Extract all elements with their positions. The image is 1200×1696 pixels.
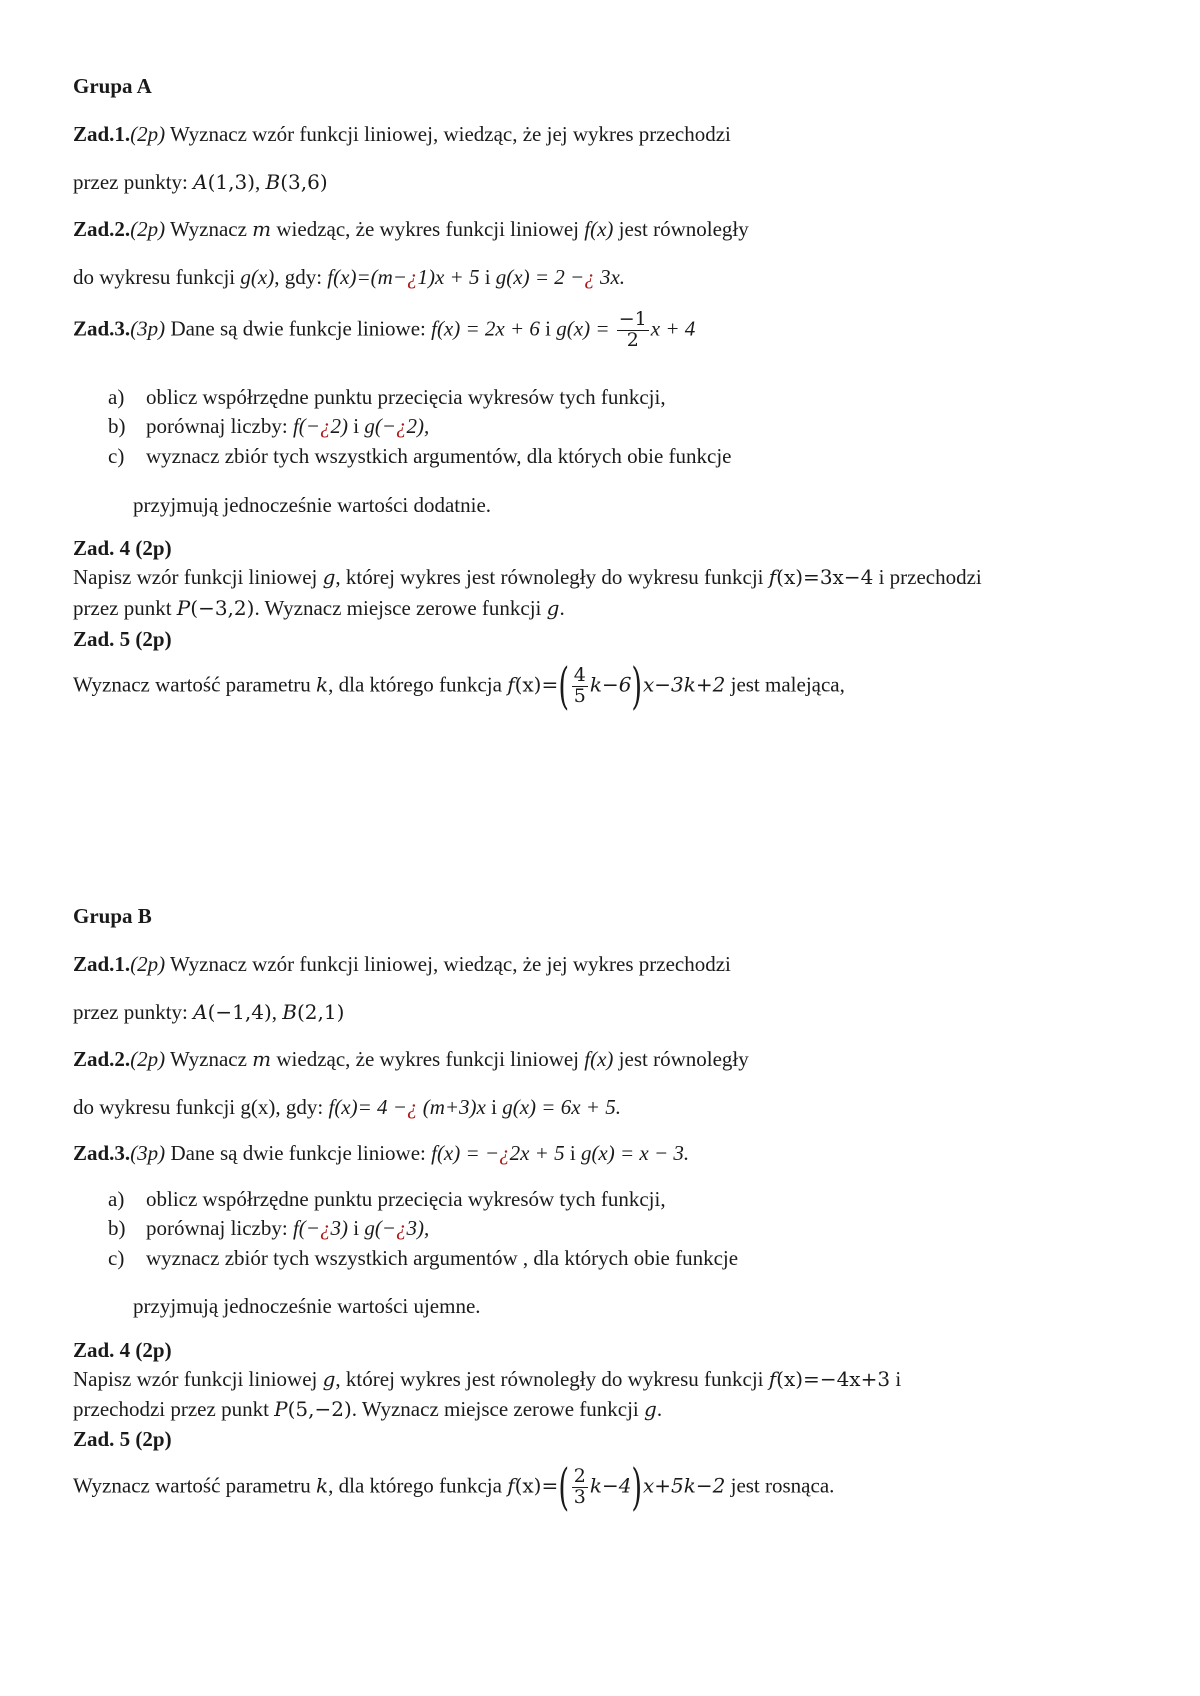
a-task3-item-c-cont: przyjmują jednocześnie wartości dodatnie. <box>133 493 492 517</box>
task-head: Zad.2. <box>73 1047 131 1071</box>
math-expr: 3) <box>330 1216 348 1240</box>
inverted-question-glyph: ¿ <box>319 1216 331 1240</box>
task-text: . <box>559 596 565 620</box>
fraction <box>572 1467 588 1508</box>
math-expr: (5,−2) <box>287 1397 352 1421</box>
math-expr: x−3k+2 <box>642 672 726 697</box>
list-text: wyznacz zbiór tych wszystkich argumentów, dla których obie funkcje <box>146 444 732 468</box>
a-task2-line1 <box>73 217 749 241</box>
math-expr: x+5k−2 <box>642 1473 726 1498</box>
math-var: f <box>507 1473 515 1498</box>
math-var: k <box>316 1473 329 1498</box>
inverted-question-glyph: ¿ <box>395 414 407 438</box>
task-text: wiedząc, że wykres funkcji liniowej <box>271 1047 585 1071</box>
math-var: P <box>176 596 191 620</box>
left-paren: ( <box>558 1458 570 1516</box>
list-text: i <box>347 1216 365 1240</box>
task-text: Napisz wzór funkcji liniowej <box>73 1367 323 1391</box>
b-task4-head: Zad. 4 (2p) <box>73 1338 172 1362</box>
task-head: Zad.3. <box>73 1141 131 1165</box>
task-text: Wyznacz wartość parametru <box>73 672 317 697</box>
math-expr: x + 4 <box>650 316 696 341</box>
math-expr: (x)=3x−4 <box>776 565 874 589</box>
math-expr: (m+3)x <box>417 1095 486 1119</box>
list-marker: c) <box>108 1246 125 1270</box>
math-expr: 3x. <box>594 265 626 289</box>
list-marker: b) <box>108 414 126 438</box>
inverted-question-glyph: ¿ <box>395 1216 407 1240</box>
b-task3-item-b <box>108 1216 429 1240</box>
b-task4-line2 <box>73 1397 662 1421</box>
task-text: i <box>539 316 557 341</box>
math-var: A <box>193 1000 208 1024</box>
task-text: przechodzi przez punkt <box>73 1397 275 1421</box>
task-text: . Wyznacz miejsce zerowe funkcji <box>351 1397 645 1421</box>
math-var: B <box>282 1000 297 1024</box>
math-expr: f(x) = − <box>431 1141 500 1165</box>
task-text: do wykresu funkcji <box>73 1095 241 1119</box>
task-head: Zad.1. <box>73 952 131 976</box>
task-text: do wykresu funkcji <box>73 265 241 289</box>
fraction-denominator: 3 <box>573 1486 586 1508</box>
list-marker: c) <box>108 444 125 468</box>
fraction-denominator: 5 <box>573 685 586 707</box>
task-text: , dla którego funkcja <box>328 672 508 697</box>
inverted-question-glyph: ¿ <box>406 265 418 289</box>
math-expr: f(x)= 4 − <box>328 1095 407 1119</box>
math-var: A <box>193 170 208 194</box>
math-expr: f(x) <box>584 217 614 241</box>
a-task4-line2 <box>73 596 565 620</box>
math-expr: f(x)=(m− <box>327 265 407 289</box>
task-points: (2p) <box>130 952 166 976</box>
task-text: , której wykres jest równoległy do wykresu funkcji <box>335 565 769 589</box>
math-expr: 2) <box>330 414 348 438</box>
list-text: oblicz współrzędne punktu przecięcia wykresów tych funkcji, <box>146 1187 666 1211</box>
task-text: Wyznacz <box>165 217 253 241</box>
math-var: f <box>507 672 515 697</box>
task-text: Wyznacz wartość parametru <box>73 1473 317 1498</box>
task-text: , gdy: <box>275 1095 329 1119</box>
task-text: jest rosnąca. <box>725 1473 835 1498</box>
math-expr: (x)= <box>514 1473 559 1498</box>
a-task5-head: Zad. 5 (2p) <box>73 627 172 651</box>
math-var: g <box>546 596 560 620</box>
math-expr: f(x) <box>584 1047 614 1071</box>
inverted-question-glyph: ¿ <box>584 265 595 289</box>
a-task1-line2 <box>73 170 328 194</box>
task-text: przez punkty: <box>73 170 194 194</box>
a-task3-item-c <box>108 444 731 468</box>
task-text: Wyznacz <box>165 1047 253 1071</box>
b-task5-head: Zad. 5 (2p) <box>73 1427 172 1451</box>
math-expr: (1,3) <box>207 170 255 194</box>
task-text: Napisz wzór funkcji liniowej <box>73 565 323 589</box>
math-expr: f(− <box>292 1216 320 1240</box>
math-var: g <box>322 1367 336 1391</box>
task-text: i przechodzi <box>873 565 982 589</box>
task-text: , której wykres jest równoległy do wykresu funkcji <box>335 1367 769 1391</box>
b-task3-line1 <box>73 1141 689 1165</box>
b-task1-line2 <box>73 1000 344 1024</box>
b-task3-item-c-cont: przyjmują jednocześnie wartości ujemne. <box>133 1294 481 1318</box>
task-points: (2p) <box>130 1047 166 1071</box>
fraction <box>617 310 649 351</box>
math-expr: (−3,2) <box>190 596 255 620</box>
task-points: (2p) <box>130 217 166 241</box>
a-task3-item-a <box>108 385 666 409</box>
math-expr: (x)= <box>514 672 559 697</box>
b-task3-item-a <box>108 1187 666 1211</box>
math-expr: g(x) = <box>556 316 615 341</box>
task-text: , gdy: <box>274 265 328 289</box>
math-var: k <box>316 672 329 697</box>
task-points: (2p) <box>130 122 166 146</box>
math-var: B <box>265 170 281 194</box>
task-text: i <box>890 1367 902 1391</box>
task-text: , <box>255 170 266 194</box>
math-expr: 1)x + 5 <box>417 265 480 289</box>
task-text: jest malejąca, <box>725 672 845 697</box>
task-head: Zad.2. <box>73 217 131 241</box>
b-task2-line1 <box>73 1047 749 1071</box>
b-task3-item-c <box>108 1246 738 1270</box>
math-expr: (2,1) <box>296 1000 345 1024</box>
math-var: g <box>644 1397 657 1421</box>
math-var: f <box>768 1367 777 1391</box>
math-var: m <box>252 1047 272 1071</box>
fraction-denominator: 2 <box>626 328 639 351</box>
math-expr: (x)=−4x+3 <box>776 1367 891 1391</box>
task-text: przez punkty: <box>73 1000 194 1024</box>
math-expr: g(x) = 2 − <box>495 265 585 289</box>
fraction-numerator: −1 <box>618 308 647 330</box>
math-expr: g(x) = x − 3. <box>580 1141 690 1165</box>
task-head: Zad.3. <box>73 316 131 341</box>
left-paren: ( <box>558 657 570 715</box>
task-text: . Wyznacz miejsce zerowe funkcji <box>254 596 547 620</box>
math-var: P <box>274 1397 288 1421</box>
task-text: Wyznacz wzór funkcji liniowej, wiedząc, że jej wykres przechodzi <box>165 952 731 976</box>
math-expr: g(x) <box>240 265 275 289</box>
list-marker: b) <box>108 1216 126 1240</box>
fraction <box>572 666 588 707</box>
math-expr: g(x) <box>240 1095 276 1119</box>
task-text: Dane są dwie funkcje liniowe: <box>165 1141 432 1165</box>
a-task2-line2 <box>73 265 625 289</box>
list-text: porównaj liczby: <box>146 1216 293 1240</box>
right-paren: ) <box>631 1458 643 1516</box>
math-var: m <box>252 217 272 241</box>
a-task1-line1 <box>73 122 731 146</box>
b-task5-line1 <box>73 1458 835 1516</box>
inverted-question-glyph: ¿ <box>319 414 331 438</box>
math-expr: k−4 <box>589 1473 632 1498</box>
task-text: . <box>656 1397 663 1421</box>
a-task5-line1 <box>73 657 845 715</box>
inverted-question-glyph: ¿ <box>406 1095 418 1119</box>
task-text: , <box>271 1000 283 1024</box>
list-text: i <box>347 414 365 438</box>
fraction-numerator: 4 <box>573 664 586 687</box>
task-points: (3p) <box>130 316 166 341</box>
task-text: i <box>485 1095 503 1119</box>
task-points: (3p) <box>130 1141 166 1165</box>
a-task3-line1 <box>73 310 695 351</box>
task-text: Wyznacz wzór funkcji liniowej, wiedząc, że jej wykres przechodzi <box>165 122 731 146</box>
math-expr: (3,6) <box>280 170 328 194</box>
math-expr: f(x) = 2x + 6 <box>431 316 540 341</box>
a-task4-line1 <box>73 565 982 589</box>
task-text: , dla którego funkcja <box>328 1473 508 1498</box>
task-text: jest równoległy <box>613 1047 749 1071</box>
fraction-numerator: 2 <box>573 1465 586 1488</box>
a-task3-item-b <box>108 414 429 438</box>
task-text: i <box>564 1141 581 1165</box>
b-task4-line1 <box>73 1367 901 1391</box>
math-expr: g(x) = 6x + 5. <box>502 1095 621 1119</box>
task-text: przez punkt <box>73 596 177 620</box>
math-var: f <box>768 565 777 589</box>
task-text: wiedząc, że wykres funkcji liniowej <box>271 217 585 241</box>
math-var: g <box>322 565 336 589</box>
list-marker: a) <box>108 385 125 409</box>
right-paren: ) <box>631 657 643 715</box>
list-text: oblicz współrzędne punktu przecięcia wykresów tych funkcji, <box>146 385 666 409</box>
list-text: wyznacz zbiór tych wszystkich argumentów , dla których obie funkcje <box>146 1246 739 1270</box>
math-expr: k−6 <box>589 672 632 697</box>
list-text: porównaj liczby: <box>146 414 293 438</box>
b-task1-line1 <box>73 952 731 976</box>
math-expr: 2), <box>406 414 430 438</box>
inverted-question-glyph: ¿ <box>499 1141 510 1165</box>
math-expr: 3), <box>406 1216 430 1240</box>
group-a-title: Grupa A <box>73 74 152 98</box>
task-text: jest równoległy <box>613 217 749 241</box>
math-expr: g(− <box>364 1216 396 1240</box>
math-expr: (−1,4) <box>207 1000 272 1024</box>
math-expr: f(− <box>292 414 320 438</box>
list-marker: a) <box>108 1187 125 1211</box>
group-b-title: Grupa B <box>73 904 152 928</box>
task-text: i <box>479 265 496 289</box>
task-text: Dane są dwie funkcje liniowe: <box>165 316 432 341</box>
task-head: Zad.1. <box>73 122 131 146</box>
a-task4-head: Zad. 4 (2p) <box>73 536 172 560</box>
math-expr: g(− <box>364 414 396 438</box>
math-expr: 2x + 5 <box>509 1141 565 1165</box>
b-task2-line2 <box>73 1095 621 1119</box>
